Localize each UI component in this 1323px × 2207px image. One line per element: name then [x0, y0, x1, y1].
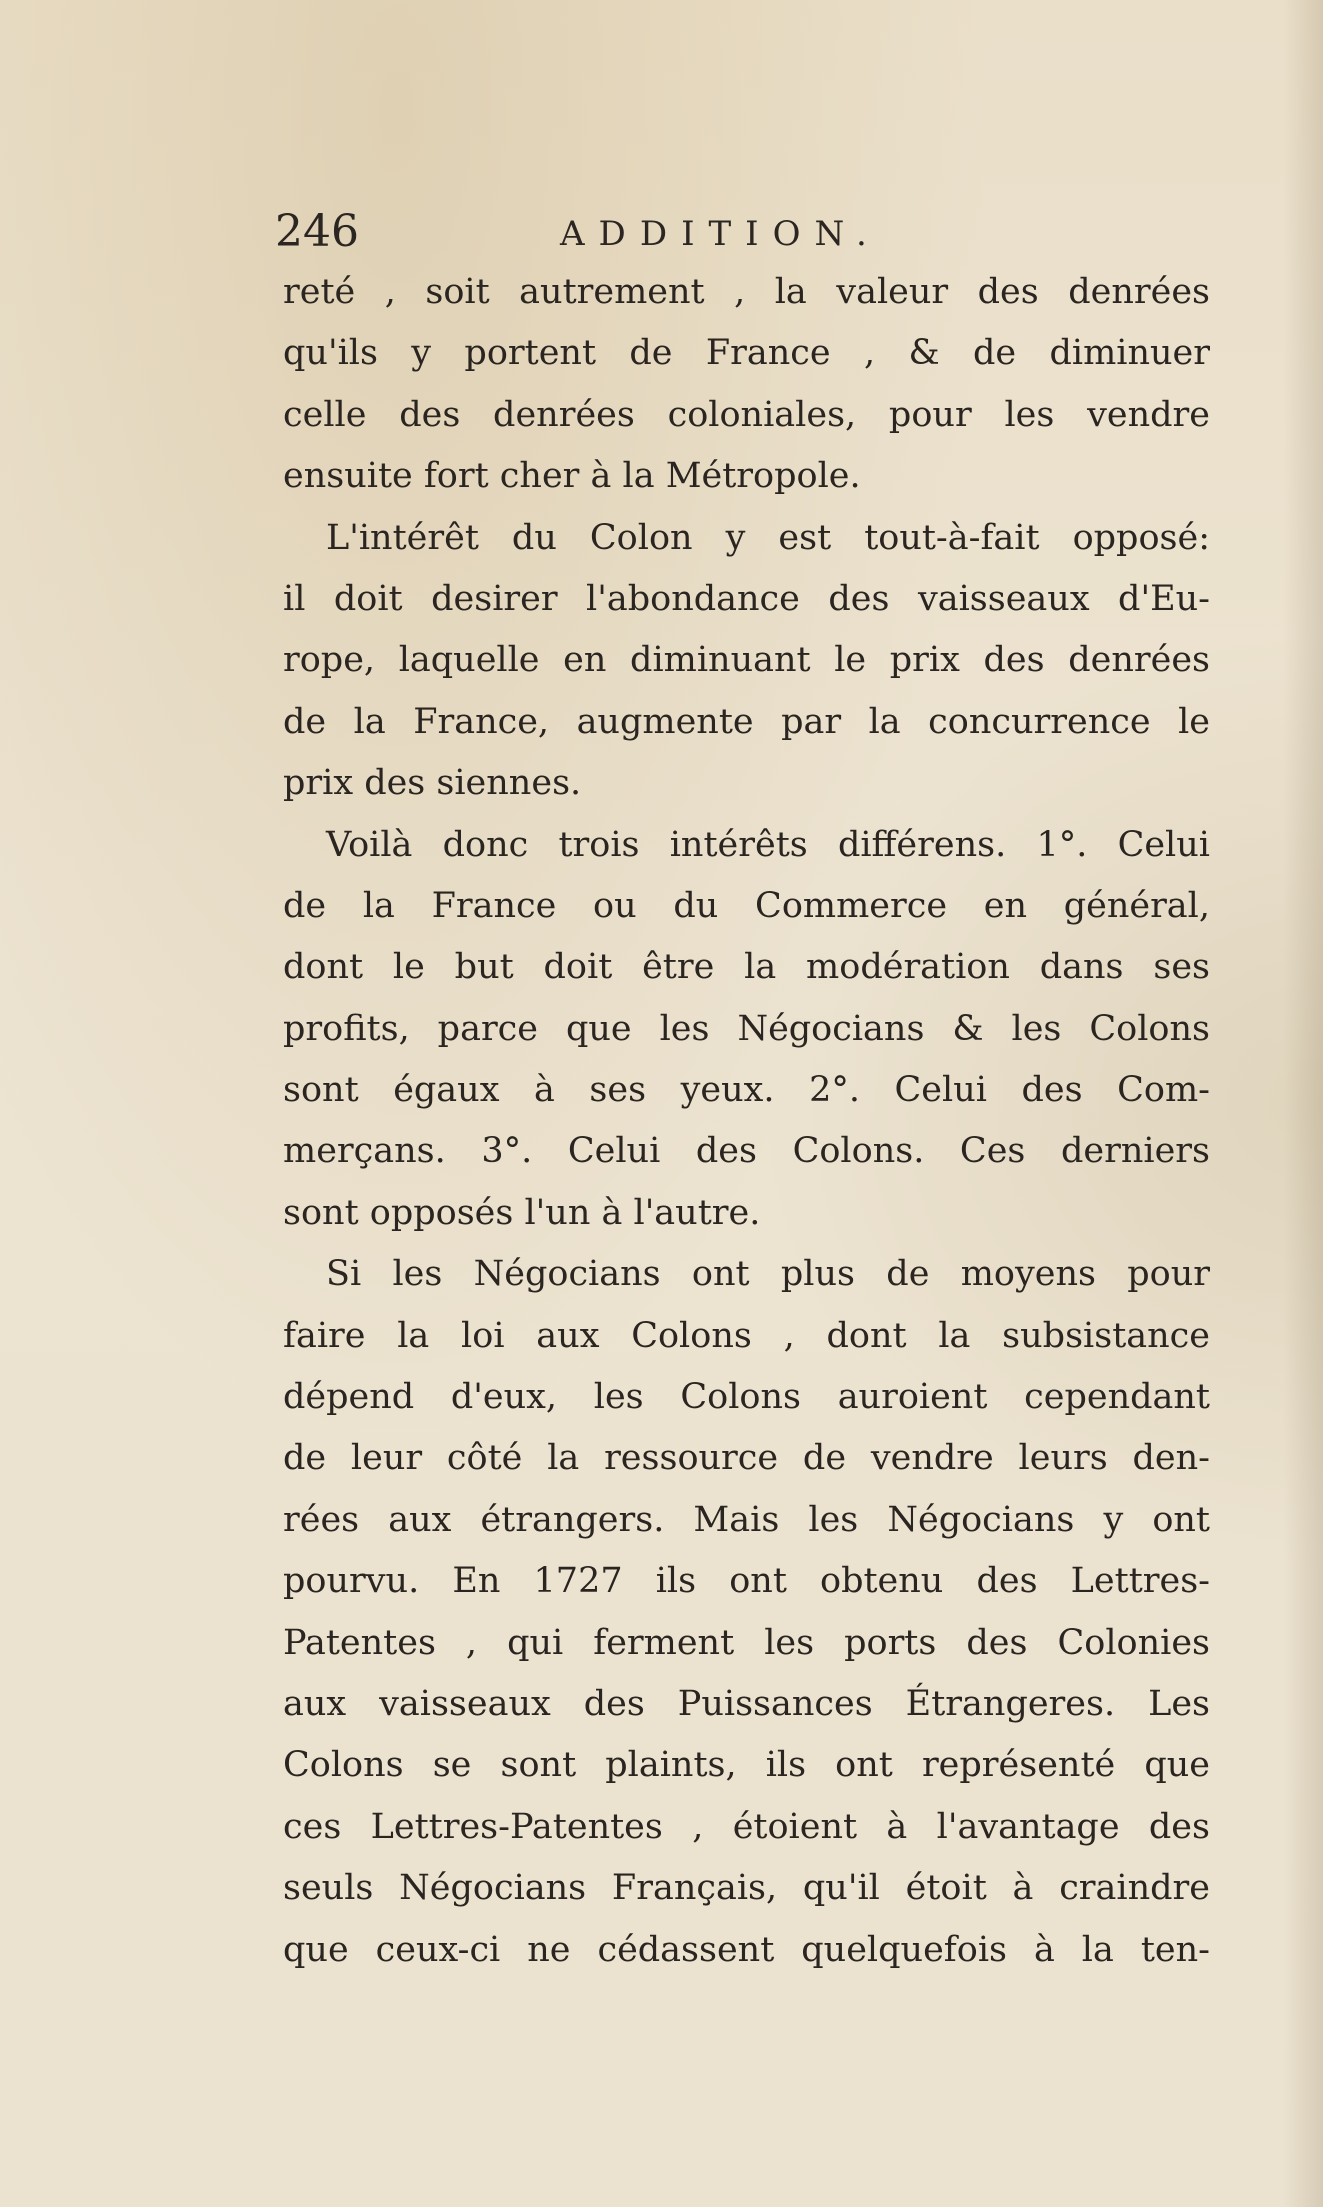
text-line: Voilà donc trois intérêts différens. 1°. Celui [326, 824, 1210, 865]
text-line: de la France ou du Commerce en général, [283, 885, 1210, 926]
text-line: ensuite fort cher à la Métropole. [283, 456, 861, 497]
running-head: ADDITION. [560, 214, 881, 254]
text-line: aux vaisseaux des Puissances Étrangeres. Les [283, 1683, 1210, 1724]
text-line: reté , soit autrement , la valeur des denrées [283, 272, 1210, 312]
text-line: L'intérêt du Colon y est tout-à-fait opposé: [326, 517, 1210, 558]
text-line: Si les Négocians ont plus de moyens pour [326, 1254, 1210, 1295]
page-fold-shadow [1283, 0, 1323, 2207]
text-line: Colons se sont plaints, ils ont représenté que [283, 1745, 1210, 1786]
page-header [275, 206, 1210, 262]
text-line: sont opposés l'un à l'autre. [283, 1192, 761, 1233]
text-line: rées aux étrangers. Mais les Négocians y ont [283, 1499, 1210, 1540]
text-line: dont le but doit être la modération dans ses [283, 947, 1210, 988]
text-line: rope, laquelle en diminuant le prix des denrées [283, 640, 1210, 681]
text-line: faire la loi aux Colons , dont la subsistance [283, 1315, 1210, 1356]
text-line: seuls Négocians Français, qu'il étoit à craindre [283, 1868, 1210, 1909]
text-line: celle des denrées coloniales, pour les vendre [283, 394, 1210, 435]
text-line: qu'ils y portent de France , & de diminuer [283, 333, 1210, 374]
text-line: dépend d'eux, les Colons auroient cependant [283, 1377, 1210, 1418]
page-number: 246 [275, 206, 359, 257]
text-line: merçans. 3°. Celui des Colons. Ces derniers [283, 1131, 1210, 1172]
text-line: de leur côté la ressource de vendre leurs den- [283, 1438, 1210, 1479]
text-line: il doit desirer l'abondance des vaisseaux d'Eu- [283, 578, 1210, 619]
text-line: pourvu. En 1727 ils ont obtenu des Lettres- [283, 1561, 1210, 1602]
text-line: Patentes , qui ferment les ports des Colonies [283, 1622, 1210, 1663]
text-line: sont égaux à ses yeux. 2°. Celui des Com- [283, 1070, 1210, 1111]
text-line: profits, parce que les Négocians & les Colons [283, 1008, 1210, 1049]
text-line: que ceux-ci ne cédassent quelquefois à la ten- [283, 1929, 1210, 1970]
text-line: de la France, augmente par la concurrence le [283, 701, 1210, 742]
text-line: prix des siennes. [283, 763, 582, 804]
text-line: ces Lettres-Patentes , étoient à l'avantage des [283, 1806, 1210, 1847]
body-text [283, 262, 1210, 1981]
